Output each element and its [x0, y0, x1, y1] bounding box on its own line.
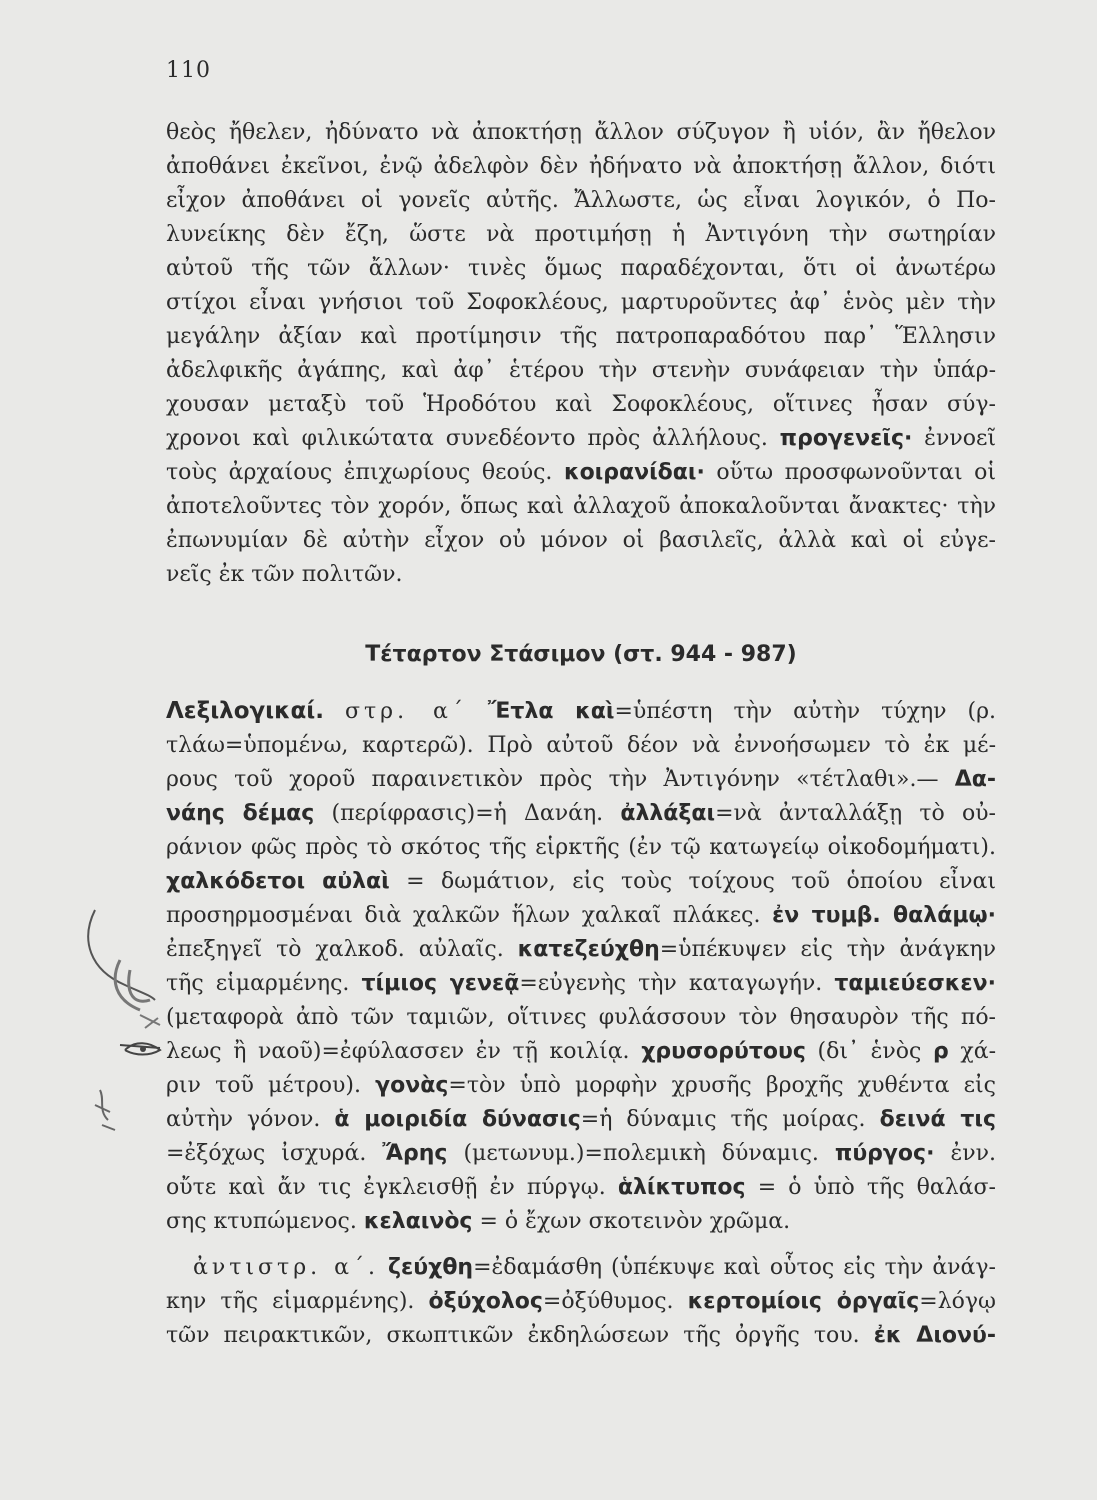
glossary-term: πύργος·: [834, 1141, 935, 1166]
glossary-term: κερτομίοις ὀργαῖς: [687, 1289, 920, 1314]
margin-pencil-sketch: [80, 900, 170, 1160]
text-line: ἐπωνυμίαν δὲ αὐτὴν εἶχον οὐ μόνον οἱ βασιλεῖς, ἀλλὰ καὶ οἱ εὐγε-: [166, 528, 996, 553]
text-line: λυνείκης δὲν ἔζη, ὥστε νὰ προτιμήσῃ ἡ Ἀντιγόνη τὴν σωτηρίαν: [166, 222, 996, 247]
section-heading: Τέταρτον Στάσιμον (στ. 944 - 987): [365, 642, 797, 667]
glossary-term: ταμιεύεσκεν·: [834, 971, 997, 996]
text-line: οὔτε καὶ ἄν τις ἐγκλεισθῇ ἐν πύργῳ. ἁλίκτυπος = ὁ ὑπὸ τῆς θαλάσ-: [166, 1175, 996, 1200]
text-line: χαλκόδετοι αὐλαὶ = δωμάτιον, εἰς τοὺς τοίχους τοῦ ὁποίου εἶναι: [166, 869, 996, 894]
text-line: =ἐξόχως ἰσχυρά. Ἄρης (μετωνυμ.)=πολεμικὴ δύναμις. πύργος· ἐνν.: [166, 1141, 997, 1166]
text-line: χουσαν μεταξὺ τοῦ Ἡροδότου καὶ Σοφοκλέους, οἵτινες ἦσαν σύγ-: [166, 392, 996, 417]
section-label: Λεξιλογικαί.: [166, 698, 324, 724]
glossary-term: ἐκ Διονύ-: [873, 1323, 996, 1348]
glossary-term: νάης δέμας: [166, 801, 315, 826]
text-line: ἀδελφικῆς ἀγάπης, καὶ ἀφ᾿ ἑτέρου τὴν στενὴν συνάφειαν τὴν ὑπάρ-: [166, 358, 996, 383]
text-line: ἐπεξηγεῖ τὸ χαλκοδ. αὐλαῖς. κατεζεύχθη=ὑπέκυψεν εἰς τὴν ἀνάγκην: [166, 937, 996, 962]
text-line: ριν τοῦ μέτρου). γονὰς=τὸν ὑπὸ μορφὴν χρυσῆς βροχῆς χυθέντα εἰς: [166, 1073, 996, 1098]
text-line: (μεταφορὰ ἀπὸ τῶν ταμιῶν, οἵτινες φυλάσσουν τὸν θησαυρὸν τῆς πό-: [166, 1005, 996, 1030]
text-line: σης κτυπώμενος. κελαινὸς = ὁ ἔχων σκοτεινὸν χρῶμα.: [166, 1209, 791, 1234]
text-line: ρους τοῦ χοροῦ παραινετικὸν πρὸς τὴν Ἀντιγόνην «τέτλαθι».— Δα-: [166, 767, 996, 792]
text-line: μεγάλην ἀξίαν καὶ προτίμησιν τῆς πατροπαραδότου παρ᾿ Ἕλλησιν: [166, 324, 996, 349]
glossary-term: Δα-: [954, 767, 996, 792]
text-line: τλάω=ὑπομένω, καρτερῶ). Πρὸ αὐτοῦ δέον νὰ ἐννοήσωμεν τὸ ἐκ μέ-: [166, 733, 996, 758]
text-line: αὐτὴν γόνον. ἁ μοιριδία δύνασις=ἡ δύναμις τῆς μοίρας. δεινά τις: [166, 1107, 996, 1132]
glossary-term: τίμιος γενεᾷ: [361, 971, 520, 996]
text-line: αὐτοῦ τῆς τῶν ἄλλων· τινὲς ὅμως παραδέχονται, ὅτι οἱ ἀνωτέρω: [166, 256, 996, 281]
text-line: ἀντιστρ. α΄. ζεύχθη=ἐδαμάσθη (ὑπέκυψε καὶ οὗτος εἰς τὴν ἀνάγ-: [193, 1255, 996, 1280]
glossary-term: ὀξύχολος: [428, 1289, 543, 1314]
glossary-term: χρυσορύτους: [641, 1039, 806, 1064]
text-line: νεῖς ἐκ τῶν πολιτῶν.: [166, 562, 403, 587]
text-line: νάης δέμας (περίφρασις)=ἡ Δανάη. ἀλλάξαι=νὰ ἀνταλλάξῃ τὸ οὐ-: [166, 801, 996, 826]
glossary-term: δεινά τις: [879, 1107, 996, 1132]
text-line: χρονοι καὶ φιλικώτατα συνεδέοντο πρὸς ἀλλήλους. προγενεῖς· ἐννοεῖ: [166, 426, 996, 451]
page-number: 110: [166, 58, 211, 83]
text-line: θεὸς ἤθελεν, ἠδύνατο νὰ ἀποκτήσῃ ἄλλον σύζυγον ἢ υἱόν, ἂν ἤθελον: [166, 120, 996, 145]
text-line: κην τῆς εἱμαρμένης). ὀξύχολος=ὀξύθυμος. κερτομίοις ὀργαῖς=λόγῳ: [166, 1289, 996, 1314]
text-line: Λεξιλογικαί. στρ. α΄ Ἔτλα καὶ=ὑπέστη τὴν αὐτὴν τύχην (ρ.: [166, 698, 997, 724]
text-line: λεως ἢ ναοῦ)=ἐφύλασσεν ἐν τῇ κοιλίᾳ. χρυσορύτους (δι᾿ ἑνὸς ρ χά-: [166, 1039, 997, 1064]
glossary-term: κοιρανίδαι·: [563, 460, 705, 485]
glossary-term: κελαινὸς: [363, 1209, 473, 1234]
text-line: τοὺς ἀρχαίους ἐπιχωρίους θεούς. κοιρανίδαι· οὕτω προσφωνοῦνται οἱ: [166, 460, 996, 485]
glossary-term: ἀλλάξαι: [620, 801, 716, 826]
glossary-term: Ἄρης: [382, 1141, 448, 1166]
glossary-term: ἁλίκτυπος: [617, 1175, 746, 1200]
glossary-term: γονὰς: [375, 1073, 449, 1098]
text-line: τῆς εἱμαρμένης. τίμιος γενεᾷ=εὐγενὴς τὴν καταγωγήν. ταμιεύεσκεν·: [166, 971, 997, 996]
glossary-term: ζεύχθη: [388, 1255, 474, 1280]
glossary-term: Ἔτλα καὶ: [487, 699, 615, 724]
text-line: προσηρμοσμέναι διὰ χαλκῶν ἥλων χαλκαῖ πλάκες. ἐν τυμβ. θαλάμῳ·: [166, 903, 996, 928]
text-line: ράνιον φῶς πρὸς τὸ σκότος τῆς εἱρκτῆς (ἐν τῷ κατωγείῳ οἰκοδομήματι).: [166, 835, 996, 860]
vocabulary-section: [166, 694, 996, 1353]
glossary-term: κατεζεύχθη: [517, 937, 660, 962]
text-line: στίχοι εἶναι γνήσιοι τοῦ Σοφοκλέους, μαρτυροῦντες ἀφ᾿ ἑνὸς μὲν τὴν: [166, 290, 996, 315]
text-line: τῶν πειρακτικῶν, σκωπτικῶν ἐκδηλώσεων τῆς ὀργῆς του. ἐκ Διονύ-: [166, 1323, 996, 1348]
glossary-term: προγενεῖς·: [779, 426, 913, 451]
text-line: ἀποτελοῦντες τὸν χορόν, ὅπως καὶ ἀλλαχοῦ ἀποκαλοῦνται ἄνακτες· τὴν: [166, 494, 996, 519]
commentary-paragraph: [166, 116, 996, 592]
glossary-term: χαλκόδετοι αὐλαὶ: [166, 869, 390, 894]
glossary-term: ρ: [933, 1039, 949, 1064]
text-line: ἀποθάνει ἐκεῖνοι, ἐνῷ ἀδελφὸν δὲν ἠδήνατο νὰ ἀποκτήσῃ ἄλλον, διότι: [166, 154, 996, 179]
text-line: εἶχον ἀποθάνει οἱ γονεῖς αὐτῆς. Ἄλλωστε, ὡς εἶναι λογικόν, ὁ Πο-: [166, 188, 996, 213]
glossary-term: ἐν τυμβ. θαλάμῳ·: [772, 903, 996, 928]
glossary-term: ἁ μοιριδία δύνασις: [334, 1107, 581, 1132]
